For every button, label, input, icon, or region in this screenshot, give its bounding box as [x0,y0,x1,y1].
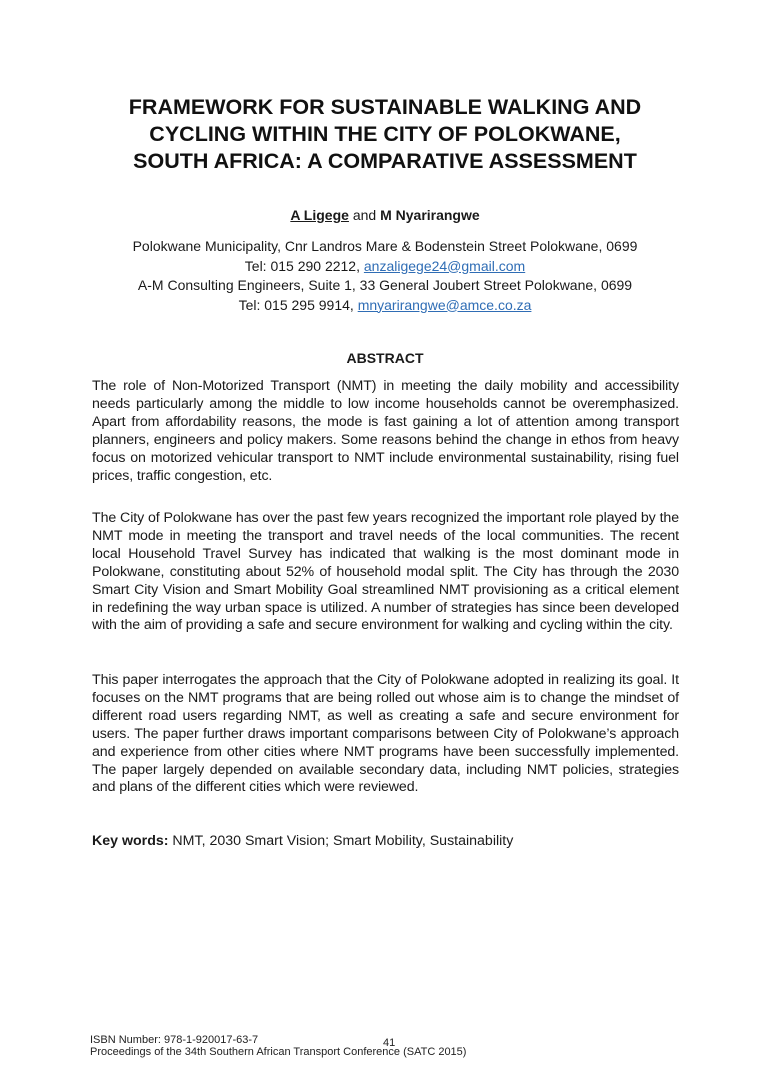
isbn-number: ISBN Number: 978-1-920017-63-7 [90,1034,259,1046]
affiliation-address: A-M Consulting Engineers, Suite 1, 33 General Joubert Street Polokwane, 0699 [137,277,633,293]
affiliation-address: Polokwane Municipality, Cnr Landros Mare & Bodenstein Street Polokwane, 0699 [132,238,638,254]
abstract-paragraph: This paper interrogates the approach that the City of Polokwane adopted in realizing its goal. It focuses on the NMT programs that are being rolled out whose aim is to change the mindset of different road users regarding NMT, as well as creating a safe and secure environment for users. The paper further draws important comparisons between City of Polokwane’s approach and experience from other cities where NMT programs have been successfully implemented. The paper largely depended on available secondary data, including NMT policies, strategies and plans of the different cities which were reviewed. [92,672,679,796]
email-link[interactable]: anzaligege24@gmail.com [363,257,526,274]
affiliation-tel: Tel: 015 295 9914, [238,296,358,313]
author-conjunction: and [348,207,381,223]
title-line: FRAMEWORK FOR SUSTAINABLE WALKING AND [128,95,642,119]
keywords-label: Key words: [92,833,169,849]
author-secondary: M Nyarirangwe [380,207,480,223]
page-number: 41 [383,1037,396,1049]
abstract-paragraph: The City of Polokwane has over the past few years recognized the important role played by the NMT mode in meeting the transport and travel needs of the local communities. The recent local Household Travel Survey has indicated that walking is the most dominant mode in Polokwane, constituting about 52% of household modal split. The City has through the 2030 Smart City Vision and Smart Mobility Goal streamlined NMT provisioning as a critical element in redefining the way urban space is utilized. A number of strategies has since been developed with the aim of providing a safe and secure environment for walking and cycling within the city. [92,510,679,634]
abstract-heading: ABSTRACT [346,350,424,366]
affiliation-tel: Tel: 015 290 2212, [244,257,364,274]
abstract-paragraph: The role of Non-Motorized Transport (NMT) in meeting the daily mobility and accessibility needs particularly among the middle to low income households cannot be overemphasized. Apart from affordability reasons, the mode is fast gaining a lot of attention among transport planners, engineers and policy makers. Some reasons behind the change in ethos from heavy focus on motorized vehicular transport to NMT include environmental sustainability, rising fuel prices, traffic congestion, etc. [92,378,679,484]
affiliations [90,237,680,315]
title-line: SOUTH AFRICA: A COMPARATIVE ASSESSMENT [133,149,637,173]
author-primary: A Ligege [290,207,349,223]
proceedings-citation: Proceedings of the 34th Southern African Transport Conference (SATC 2015) [90,1046,467,1058]
email-link[interactable]: mnyarirangwe@amce.co.za [357,296,532,313]
page-footer [90,1034,466,1058]
keywords [92,833,513,849]
affiliation-contact [90,257,680,277]
paper-title [90,94,680,175]
affiliation-contact [90,296,680,316]
keywords-list: NMT, 2030 Smart Vision; Smart Mobility, Sustainability [168,833,514,849]
author-list [90,206,680,224]
title-line: CYCLING WITHIN THE CITY OF POLOKWANE, [149,122,621,146]
